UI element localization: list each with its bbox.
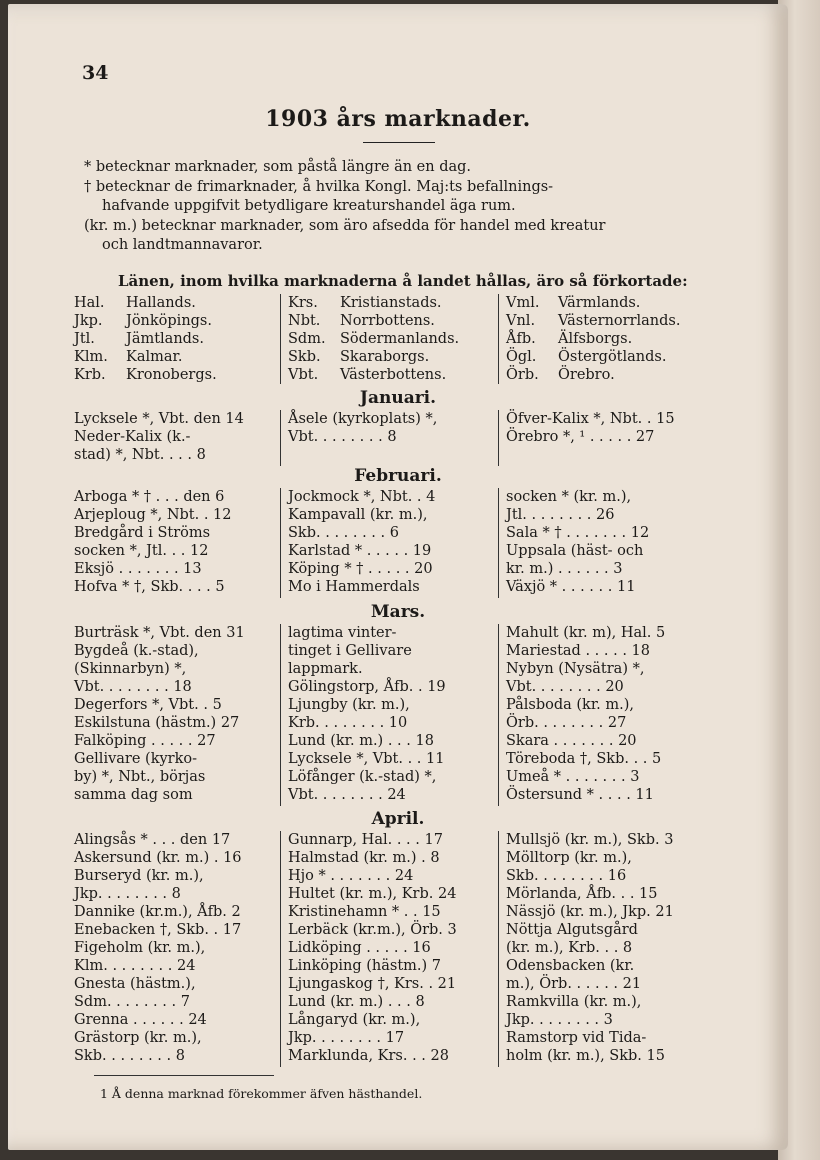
abbreviation-code: Ögl. [506, 349, 537, 365]
market-entry: Eskilstuna (hästm.) 27 [74, 715, 240, 731]
market-entry: Löfånger (k.-stad) *, [288, 769, 437, 785]
market-column [288, 410, 437, 446]
market-entry: samma dag som [74, 787, 193, 803]
abbreviation-name: Kristianstads. [340, 295, 442, 311]
column-divider [498, 624, 499, 806]
market-entry: Umeå * . . . . . . . 3 [506, 769, 640, 785]
market-entry: Hultet (kr. m.), Krb. 24 [288, 886, 457, 902]
abbreviation-column [74, 294, 217, 384]
market-entry: Växjö * . . . . . . 11 [506, 579, 636, 595]
abbreviation-name: Kronobergs. [126, 367, 217, 383]
page-title: 1903 års marknader. [265, 106, 531, 132]
abbreviation-name: Värmlands. [558, 295, 641, 311]
legend-line: * betecknar marknader, som påstå längre än en dag. [84, 159, 472, 175]
market-entry: Östersund * . . . . 11 [506, 787, 654, 803]
market-entry: lagtima vinter- [288, 625, 397, 641]
market-entry: Hofva * †, Skb. . . . 5 [74, 579, 225, 595]
market-entry: Jkp. . . . . . . . 17 [288, 1030, 405, 1046]
market-column [506, 488, 649, 596]
abbreviation-code: Krb. [74, 367, 106, 383]
market-column [506, 410, 675, 446]
abbreviation-name: Örebro. [558, 367, 615, 383]
market-entry: Köping * † . . . . . 20 [288, 561, 433, 577]
column-divider [280, 488, 281, 598]
abbreviation-row [506, 330, 680, 348]
abbreviation-row [288, 312, 459, 330]
abbreviation-row [288, 330, 459, 348]
abbreviation-row [74, 348, 217, 366]
abbreviation-row [288, 366, 459, 384]
column-divider [280, 294, 281, 384]
footnote: 1 Å denna marknad förekommer äfven hästhandel. [100, 1086, 423, 1101]
market-entry: Uppsala (häst- och [506, 543, 644, 559]
abbreviation-name: Västernorrlands. [558, 313, 681, 329]
abbreviation-code: Klm. [74, 349, 108, 365]
market-entry: Jtl. . . . . . . . 26 [506, 507, 615, 523]
abbreviation-row [74, 312, 217, 330]
market-entry: Karlstad * . . . . . 19 [288, 543, 432, 559]
market-entry: Åsele (kyrkoplats) *, [288, 411, 438, 427]
market-column [74, 410, 244, 464]
book-page [8, 4, 788, 1150]
market-entry: Arboga * † . . . den 6 [74, 489, 225, 505]
abbreviation-row [506, 294, 680, 312]
legend-line: hafvande uppgifvit betydligare kreaturshandel äga rum. [102, 198, 516, 214]
market-entry: Linköping (hästm.) 7 [288, 958, 442, 974]
abbreviation-code: Jkp. [74, 313, 103, 329]
market-entry: Hjo * . . . . . . . 24 [288, 868, 414, 884]
column-divider [498, 831, 499, 1067]
market-entry: Sdm. . . . . . . . 7 [74, 994, 190, 1010]
market-entry: Lidköping . . . . . 16 [288, 940, 431, 956]
market-entry: Dannike (kr.m.), Åfb. 2 [74, 904, 241, 920]
market-entry: Odensbacken (kr. [506, 958, 635, 974]
market-entry: Degerfors *, Vbt. . 5 [74, 697, 222, 713]
market-entry: holm (kr. m.), Skb. 15 [506, 1048, 665, 1064]
month-heading-mars: Mars. [370, 602, 426, 622]
market-entry: (Skinnarbyn) *, [74, 661, 187, 677]
market-entry: Gölingstorp, Åfb. . 19 [288, 679, 446, 695]
column-divider [498, 294, 499, 384]
market-entry: Klm. . . . . . . . 24 [74, 958, 196, 974]
month-heading-april: April. [371, 809, 425, 829]
abbreviation-column [506, 294, 680, 384]
abbreviation-name: Jämtlands. [126, 331, 204, 347]
abbreviation-row [506, 312, 680, 330]
abbreviation-code: Jtl. [74, 331, 95, 347]
abbreviation-name: Hallands. [126, 295, 196, 311]
market-entry: Ljungaskog †, Krs. . 21 [288, 976, 457, 992]
abbreviation-name: Västerbottens. [340, 367, 447, 383]
market-column [288, 831, 457, 1065]
market-entry: Eksjö . . . . . . . 13 [74, 561, 202, 577]
market-entry: tinget i Gellivare [288, 643, 412, 659]
month-heading-februari: Februari. [354, 466, 442, 486]
column-divider [498, 410, 499, 466]
market-entry: Mo i Hammerdals [288, 579, 420, 595]
market-entry: Grästorp (kr. m.), [74, 1030, 202, 1046]
market-entry: Jkp. . . . . . . . 8 [74, 886, 181, 902]
market-entry: Ramstorp vid Tida- [506, 1030, 647, 1046]
market-entry: Enebacken †, Skb. . 17 [74, 922, 242, 938]
market-entry: Arjeploug *, Nbt. . 12 [74, 507, 232, 523]
market-column [74, 624, 245, 804]
legend-line: † betecknar de frimarknader, å hvilka Kongl. Maj:ts befallnings- [84, 178, 554, 195]
legend-line: och landtmannavaror. [102, 237, 263, 253]
market-entry: kr. m.) . . . . . . 3 [506, 561, 623, 577]
abbreviation-code: Skb. [288, 349, 321, 365]
market-entry: Sala * † . . . . . . . 12 [506, 525, 650, 541]
abbreviation-name: Älfsborgs. [558, 331, 633, 347]
market-entry: Nybyn (Nysätra) *, [506, 661, 645, 677]
abbreviation-name: Skaraborgs. [340, 349, 430, 365]
month-heading-januari: Januari. [359, 388, 437, 408]
footnote-rule [94, 1075, 274, 1076]
market-entry: socken *, Jtl. . . 12 [74, 543, 209, 559]
market-column [506, 624, 665, 804]
abbreviation-name: Jönköpings. [126, 313, 212, 329]
market-entry: Halmstad (kr. m.) . 8 [288, 850, 440, 866]
market-entry: Vbt. . . . . . . . 20 [506, 679, 624, 695]
market-entry: Neder-Kalix (k.- [74, 429, 191, 445]
page-number: 34 [82, 62, 109, 84]
column-divider [280, 624, 281, 806]
market-entry: Ramkvilla (kr. m.), [506, 994, 642, 1010]
abbreviation-name: Östergötlands. [558, 349, 667, 365]
market-entry: Gnesta (hästm.), [74, 976, 196, 992]
abbreviations-intro: Länen, inom hvilka marknaderna å landet hållas, äro så förkortade: [118, 272, 688, 290]
market-entry: Lund (kr. m.) . . . 8 [288, 994, 425, 1010]
abbreviation-row [288, 294, 459, 312]
market-entry: Skb. . . . . . . . 16 [506, 868, 627, 884]
market-entry: Lycksele *, Vbt. . . 11 [288, 751, 445, 767]
market-entry: Vbt. . . . . . . . 8 [288, 429, 397, 445]
market-entry: Skb. . . . . . . . 8 [74, 1048, 185, 1064]
market-entry: Bygdeå (k.-stad), [74, 643, 199, 659]
market-entry: Grenna . . . . . . 24 [74, 1012, 207, 1028]
market-entry: Bredgård i Ströms [74, 525, 211, 541]
market-entry: Figeholm (kr. m.), [74, 940, 206, 956]
market-entry: Nässjö (kr. m.), Jkp. 21 [506, 904, 674, 920]
market-entry: Jkp. . . . . . . . 3 [506, 1012, 613, 1028]
abbreviation-code: Örb. [506, 367, 539, 383]
market-entry: (kr. m.), Krb. . . 8 [506, 940, 633, 956]
abbreviation-row [288, 348, 459, 366]
market-entry: Lerbäck (kr.m.), Örb. 3 [288, 922, 457, 938]
column-divider [498, 488, 499, 598]
market-entry: Falköping . . . . . 27 [74, 733, 216, 749]
market-entry: m.), Örb. . . . . . 21 [506, 976, 642, 992]
abbreviation-name: Kalmar. [126, 349, 183, 365]
market-column [74, 831, 242, 1065]
abbreviation-row [74, 330, 217, 348]
market-entry: Krb. . . . . . . . 10 [288, 715, 408, 731]
market-entry: Alingsås * . . . den 17 [74, 832, 231, 848]
market-entry: Lycksele *, Vbt. den 14 [74, 411, 244, 427]
abbreviation-row [506, 366, 680, 384]
market-entry: Burträsk *, Vbt. den 31 [74, 625, 245, 641]
abbreviation-code: Vbt. [288, 367, 319, 383]
market-entry: Vbt. . . . . . . . 24 [288, 787, 406, 803]
abbreviation-row [506, 348, 680, 366]
abbreviation-column [288, 294, 459, 384]
legend-line: (kr. m.) betecknar marknader, som äro afsedda för handel med kreatur [84, 217, 606, 234]
market-column [288, 488, 435, 596]
market-entry: Kampavall (kr. m.), [288, 507, 428, 523]
market-entry: Mörlanda, Åfb. . . 15 [506, 886, 658, 902]
market-column [74, 488, 232, 596]
market-entry: Öfver-Kalix *, Nbt. . 15 [506, 411, 675, 427]
market-entry: by) *, Nbt., börjas [74, 769, 206, 785]
market-entry: Mullsjö (kr. m.), Skb. 3 [506, 832, 674, 848]
market-entry: Jockmock *, Nbt. . 4 [288, 489, 436, 505]
column-divider [280, 831, 281, 1067]
abbreviation-name: Södermanlands. [340, 331, 460, 347]
market-column [288, 624, 446, 804]
abbreviation-code: Sdm. [288, 331, 326, 347]
market-entry: Kristinehamn * . . 15 [288, 904, 441, 920]
abbreviation-code: Krs. [288, 295, 318, 311]
abbreviation-row [74, 366, 217, 384]
market-entry: Vbt. . . . . . . . 18 [74, 679, 192, 695]
market-entry: Mahult (kr. m), Hal. 5 [506, 625, 666, 641]
market-entry: Långaryd (kr. m.), [288, 1012, 421, 1028]
market-entry: Pålsboda (kr. m.), [506, 697, 635, 713]
market-entry: Mölltorp (kr. m.), [506, 850, 632, 866]
market-entry: Gunnarp, Hal. . . . 17 [288, 832, 443, 848]
column-divider [280, 410, 281, 466]
market-entry: Örebro *, ¹ . . . . . 27 [506, 429, 655, 445]
abbreviation-code: Vnl. [506, 313, 536, 329]
market-entry: Skb. . . . . . . . 6 [288, 525, 399, 541]
market-entry: Ljungby (kr. m.), [288, 697, 410, 713]
market-entry: Mariestad . . . . . 18 [506, 643, 650, 659]
abbreviation-code: Vml. [506, 295, 540, 311]
market-column [506, 831, 674, 1065]
market-entry: lappmark. [288, 661, 363, 677]
abbreviation-code: Åfb. [506, 331, 536, 347]
market-entry: Gellivare (kyrko- [74, 751, 198, 767]
market-entry: Örb. . . . . . . . 27 [506, 715, 627, 731]
abbreviation-name: Norrbottens. [340, 313, 435, 329]
abbreviation-row [74, 294, 217, 312]
market-entry: stad) *, Nbt. . . . 8 [74, 447, 206, 463]
market-entry: Skara . . . . . . . 20 [506, 733, 637, 749]
market-entry: Marklunda, Krs. . . 28 [288, 1048, 449, 1064]
market-entry: Askersund (kr. m.) . 16 [74, 850, 242, 866]
title-rule [363, 142, 435, 143]
abbreviation-code: Hal. [74, 295, 105, 311]
abbreviation-code: Nbt. [288, 313, 321, 329]
market-entry: socken * (kr. m.), [506, 489, 632, 505]
market-entry: Nöttja Algutsgård [506, 922, 638, 938]
market-entry: Lund (kr. m.) . . . 18 [288, 733, 434, 749]
legend [84, 158, 724, 256]
market-entry: Töreboda †, Skb. . . 5 [506, 751, 662, 767]
market-entry: Burseryd (kr. m.), [74, 868, 204, 884]
